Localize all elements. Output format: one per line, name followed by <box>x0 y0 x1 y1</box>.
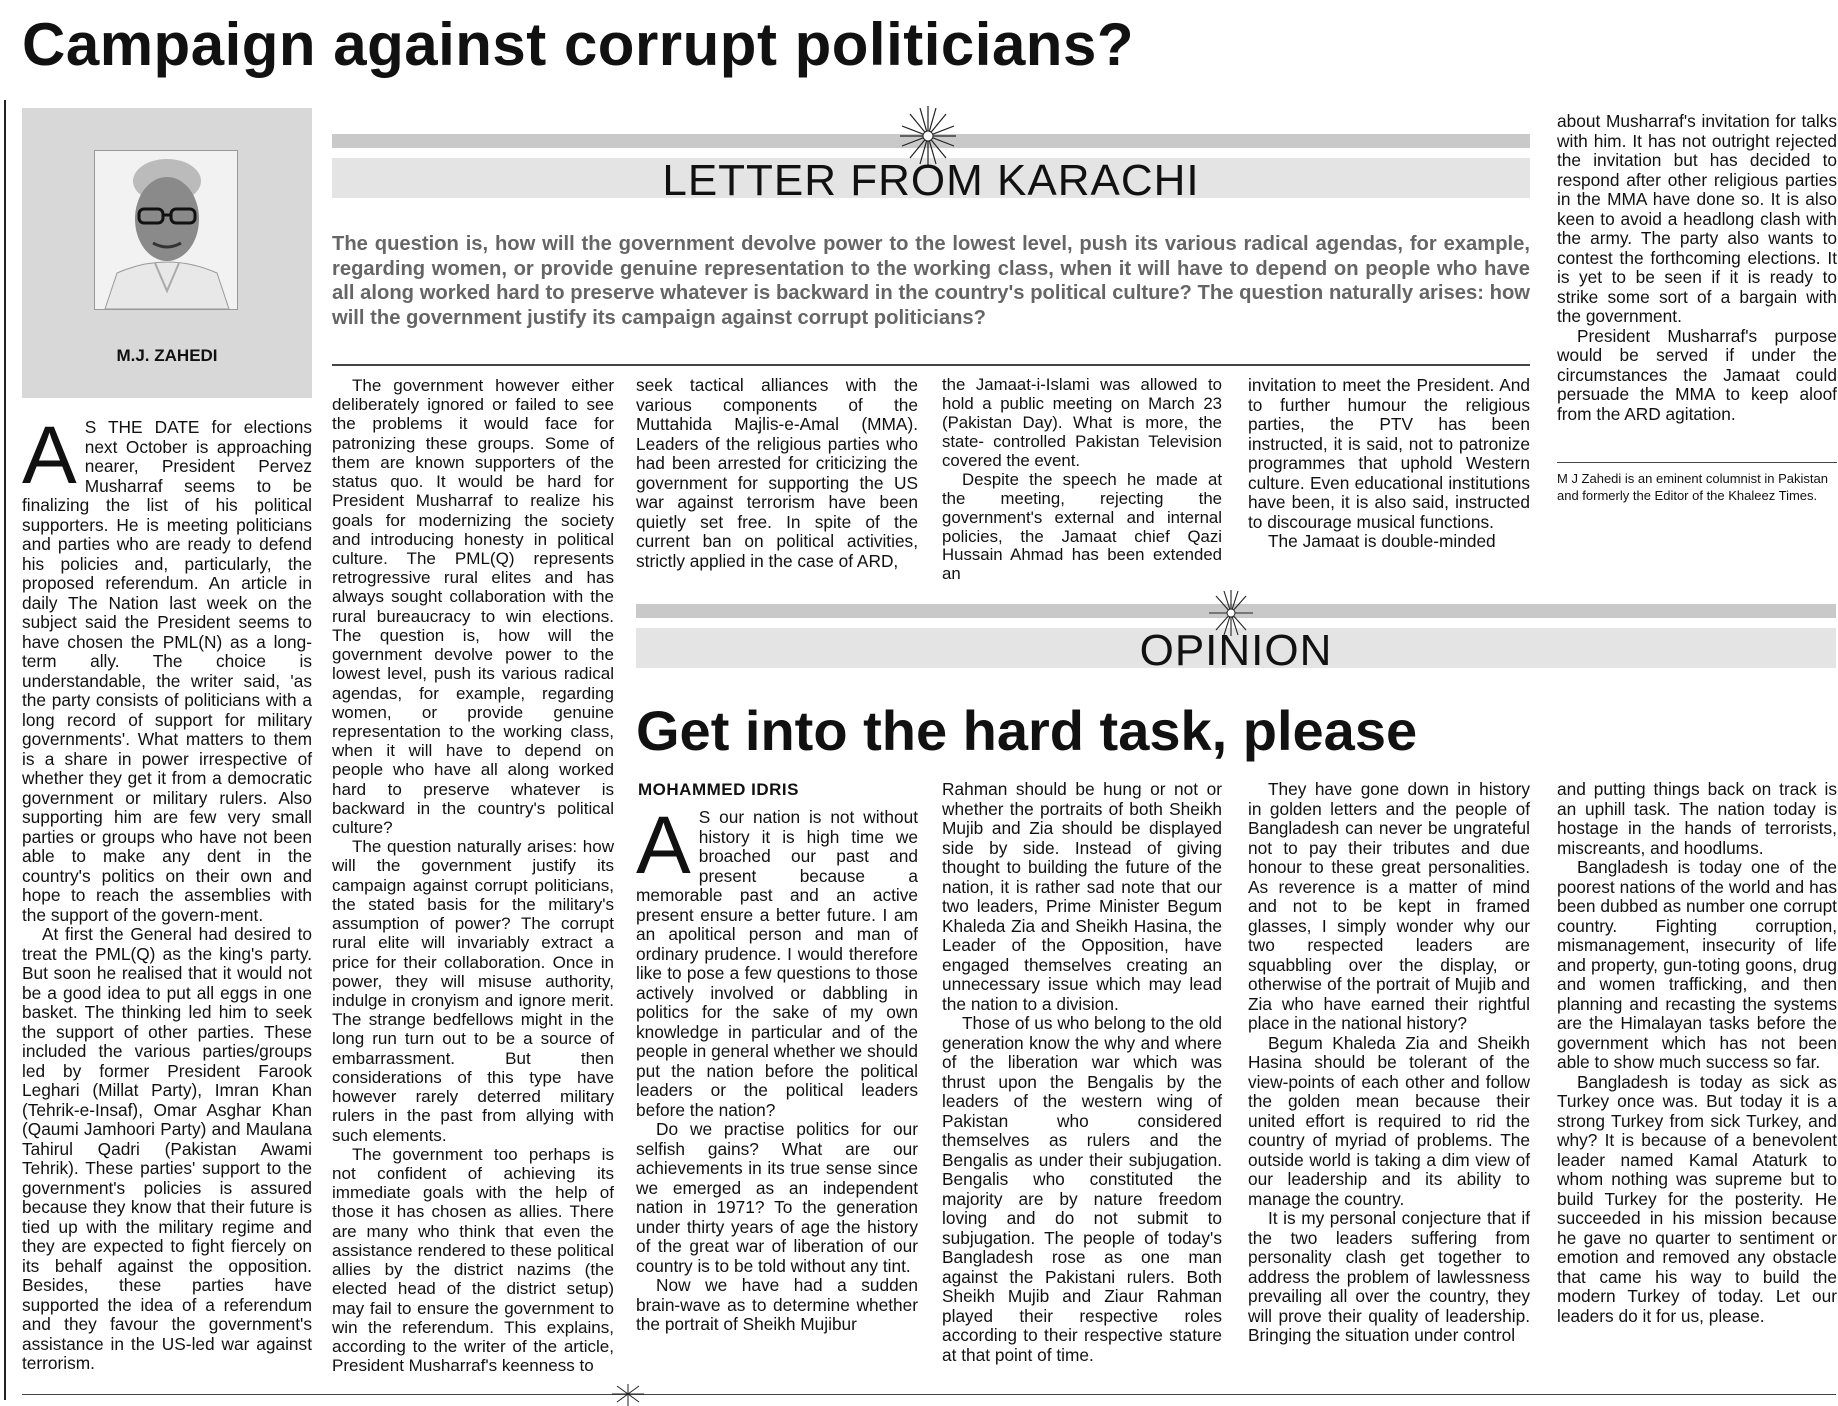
opinion-section-title: OPINION <box>1139 626 1333 675</box>
opinion-col4-p3: Bangladesh is today as sick as Turkey once was. But today it is a strong Turkey from sick Turkey, and why? It is because of a benevolent leader named Kamal Ataturk to whom nothing was supreme but to build Turkey for the posterity. He succeeded in his mission because he gave no quarter to sentiment or emotion and removed any obstacle that came his way to build the modern Turkey of today. Let our leaders do it for us, please. <box>1557 1071 1837 1326</box>
letter-col5-p2: The Jamaat is double-minded <box>1268 531 1496 551</box>
letter-column-3 <box>636 376 918 571</box>
bio-rule <box>1557 462 1837 463</box>
letter-column-2 <box>332 376 614 1375</box>
author-bio: M J Zahedi is an eminent columnist in Pakistan and formerly the Editor of the Khaleez Times. <box>1557 471 1828 503</box>
opinion-col1-p2: Do we practise politics for our selfish gains? What are our achievements in its true sense since we emerged as an independent nation in 1971? To the generation under thirty years of age the history of the great war of liberation of our country is to be told without any tint. <box>636 1119 918 1276</box>
bottom-rule <box>22 1394 1836 1395</box>
author-portrait <box>94 150 238 310</box>
opinion-col2-p1: Rahman should be hung or not or whether the portraits of both Sheikh Mujib and Zia should be displayed side by side. Instead of giving thought to building the future of the nation, it is rather sad note that our two leaders, Prime Minister Begum Khaleda Zia and Sheikh Hasina, the Leader of the Opposition, have engaged themselves creating an unnecessary issue which may lead the nation to a division. <box>942 779 1222 1014</box>
opinion-col1-p3: Now we have had a sudden brain-wave as to determine whether the portrait of Sheikh Mujibur <box>636 1275 918 1334</box>
letter-col6-p2: President Musharraf's purpose would be served if under the circumstances the Jamaat could persuade the MMA to keep aloof from the ARD agitation. <box>1557 325 1837 424</box>
opinion-col4-p1: and putting things back on track is an uphill task. The nation today is hostage in the hands of terrorists, miscreants, and hoodlums. <box>1557 779 1837 858</box>
letter-lead-paragraph: The question is, how will the government devolve power to the lowest level, push its various radical agendas, for example, regarding women, or provide genuine representation to the working class, when it will have to depend on people who have all along worked hard to preserve whatever is backward in the country's political culture? The question naturally arises: how will the government justify its campaign against corrupt politicians? <box>332 233 1530 329</box>
letter-column-5 <box>1248 376 1530 552</box>
letter-col2-p1: The government however either deliberately ignored or failed to see the problems it would face for patronizing these groups. Some of them are known supporters of the status quo. It would be hard for President Musharraf to realize his goals for modernizing the society and introducing honesty in political culture. The PML(Q) represents retrogressive rural elites and has always sought collaboration with the rural bureaucracy to win elections. The question is, how will the government devolve power to the lowest level, push its various radical agendas, for example, regarding women, or provide genuine representation to the working class, when it will have to depend on people who have all along worked hard to preserve whatever is backward in the country's political culture? <box>332 376 614 838</box>
opinion-col1-p1: S our nation is not without history it is high time we broached our past and present because a memorable past and an active present ensure a better future. I am an apolitical person and man of ordinary prudence. I would therefore like to pose a few questions to those actively involved or dabbling in politics for the sake of my own knowledge in particular and of the people in general whether we should put the nation before the political leaders or the political leaders before the nation? <box>636 807 918 1120</box>
opinion-column-4 <box>1557 780 1837 1326</box>
left-edge-rule <box>4 100 6 1400</box>
letter-col6-p1: about Musharraf's invitation for talks with him. It has not outright rejected the invitation but has decided to respond after other religious parties in the MMA have done so. It is also keen to avoid a headlong clash with the army. The party also wants to contest the forthcoming elections. It is yet to be seen if it is ready to strike some sort of a bargain with the government. <box>1557 111 1837 326</box>
letter-column-1 <box>22 410 312 1374</box>
letter-col2-p2: The question naturally arises: how will the government justify its campaign against corrupt politicians, the stated basis for the military's assumption of power? The corrupt rural elite will invariably extract a price for their collaboration. Once in power, they will misuse authority, indulge in cronyism and ignore merit. The strange bedfellows might in the long run turn out to be a source of embarrassment. But then considerations of this type have however rarely deterred military rulers in the past from allying with such elements. <box>332 837 614 1145</box>
drop-cap: A <box>636 800 691 891</box>
opinion-col4-p2: Bangladesh is today one of the poorest nations of the world and has been dubbed as number one corrupt country. Fighting corruption, mismanagement, insecurity of life and property, gun-toting goons, drug and women trafficking, and then planning and recasting the systems are the Himalayan tasks before the government which has not been able to show much success so far. <box>1557 857 1837 1072</box>
opinion-byline: MOHAMMED IDRIS <box>638 780 799 799</box>
letter-col1-p2: At first the General had desired to treat the PML(Q) as the king's party. But soon he realised that it would not be a good idea to put all eggs in one basket. The thinking led him to seek the support of other parties. These included the various parties/groups led by former President Farook Leghari (Millat Party), Imran Khan (Tehrik-e-Insaf), Omar Asghar Khan (Qaumi Jamhoori Party) and Maulana Tahirul Qadri (Pakistan Awami Tehrik). These parties' support to the government's policies is assured because they know that their future is tied up with the military regime and they are expected to fight fiercely on its behalf against the opposition. Besides, these parties have supported the idea of a referendum and they favour the government's assistance in the US-led war against terrorism. <box>22 924 312 1373</box>
page-headline: Campaign against corrupt politicians? <box>22 11 1134 78</box>
opinion-col3-p1: They have gone down in history in golden letters and the people of Bangladesh can never be ungrateful not to pay their tributes and due honour to these great personalities. As reverence is a matter of mind and not to be kept in framed glasses, I simply wonder why our two respected leaders are squabbling over the display, or otherwise of the portrait of Mujib and Zia who have earned their rightful place in the national history? <box>1248 779 1530 1033</box>
author-photo-box <box>22 108 312 398</box>
starburst-icon <box>608 1382 648 1406</box>
letter-col1-p1: S THE DATE for elections next October is approaching nearer, President Pervez Musharraf seems to be finalizing the list of his political supporters. He is meeting politicians and parties who are ready to defend his policies and, particularly, the proposed referendum. An article in daily The Nation last week on the subject said the President seems to have chosen the PML(N) as a long-term ally. The choice is understandable, the writer said, 'as the party consists of politicians with a long record of support for military governments'. What matters to them is a share in power irrespective of whether they get it from a democratic government or military rulers. Also supporting him are few very small parties or groups who have not been able to make any dent in the country's politics on their own and hope to reach the assemblies with the support of the govern-ment. <box>22 417 312 925</box>
opinion-column-1 <box>636 800 918 1335</box>
opinion-col2-p2: Those of us who belong to the old generation know the why and where of the liberation war which was thrust upon the Bengalis by the leaders of the western wing of Pakistan who considered themselves as rulers and the Bengalis as under their subjugation. Bengalis who constituted the majority are by nature freedom loving and do not submit to subjugation. The people of today's Bangladesh rose as one man against the Pakistani rulers. Both Sheikh Mujib and Ziaur Rahman played their respective roles according to their respective stature at that point of time. <box>942 1013 1222 1365</box>
author-portrait-image <box>95 151 237 309</box>
opinion-column-2 <box>942 780 1222 1365</box>
letter-section-title: LETTER FROM KARACHI <box>662 156 1200 205</box>
letter-column-4 <box>942 376 1222 584</box>
letter-col3-text: seek tactical alliances with the various components of the Muttahida Majlis-e-Amal (MMA). Leaders of the religious parties who had been arrested for criticizing the government for supporting the US war against terrorism have been quietly set free. In spite of the current ban on political activities, strictly applied in the case of ARD, <box>636 375 918 571</box>
letter-column-6 <box>1557 112 1837 424</box>
drop-cap: A <box>22 410 77 501</box>
opinion-col3-p3: It is my personal conjecture that if the two leaders suffering from personality clash get together to address the problem of lawlessness prevailing all over the country, they will prove their quality of leadership. Bringing the situation under control <box>1248 1208 1530 1345</box>
lead-bottom-rule <box>332 364 1530 366</box>
opinion-col3-p2: Begum Khaleda Zia and Sheikh Hasina should be tolerant of the view-points of each other and follow the golden mean because their united effort is required to rid the country of myriad of problems. The outside world is taking a dim view of our leadership and its ability to manage the country. <box>1248 1032 1530 1209</box>
letter-col2-p3: The government too perhaps is not confident of achieving its immediate goals with the help of those it has chosen as allies. There are many who think that even the assistance rendered to these political allies by the district nazims (the elected head of the district setup) may fail to ensure the government to win the referendum. This explains, according to the writer of the article, President Musharraf's keenness to <box>332 1144 614 1376</box>
letter-col5-p1: invitation to meet the President. And to further humour the religious parties, the PTV has been instructed, it is said, not to patronize programmes that uphold Western culture. Even educational institutions have been, it is also said, instructed to discourage musical functions. <box>1248 375 1530 532</box>
opinion-column-3 <box>1248 780 1530 1346</box>
opinion-headline: Get into the hard task, please <box>636 699 1418 762</box>
author-byline: M.J. ZAHEDI <box>116 346 218 365</box>
letter-col4-p2: Despite the speech he made at the meeting, rejecting the government's external and internal policies, the Jamaat chief Qazi Hussain Ahmad has been extended an <box>942 469 1222 584</box>
letter-col4-p1: the Jamaat-i-Islami was allowed to hold a public meeting on March 23 (Pakistan Day). What is more, the state- controlled Pakistan Television covered the event. <box>942 375 1222 470</box>
